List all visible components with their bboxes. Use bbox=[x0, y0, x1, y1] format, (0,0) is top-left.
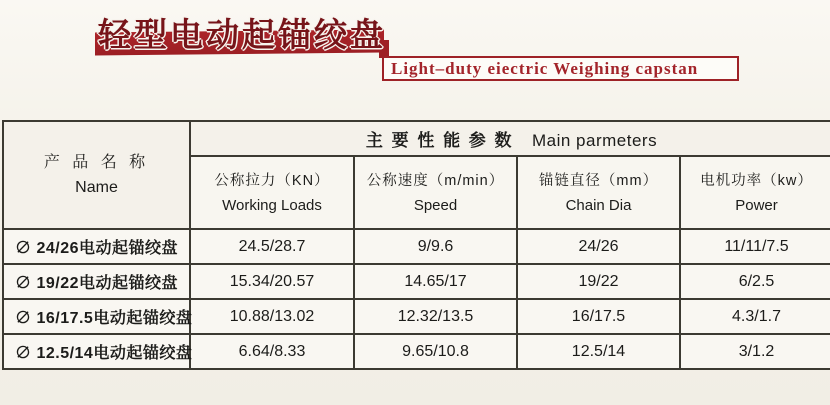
cell-speed: 12.32/13.5 bbox=[354, 299, 517, 334]
cell-speed: 9/9.6 bbox=[354, 229, 517, 264]
cell-speed: 14.65/17 bbox=[354, 264, 517, 299]
main-header-cn: 主 要 性 能 参 数 bbox=[365, 131, 514, 150]
row-name-cell: ∅ 12.5/14电动起锚绞盘 bbox=[3, 334, 190, 369]
col-header-working-loads bbox=[190, 156, 354, 229]
row-name-cell: ∅ 24/26电动起锚绞盘 bbox=[3, 229, 190, 264]
col-header-name-en: Name bbox=[75, 179, 118, 196]
cell-working-loads: 15.34/20.57 bbox=[190, 264, 354, 299]
table-row bbox=[3, 334, 830, 369]
col-header-power bbox=[680, 156, 830, 229]
table-row bbox=[3, 299, 830, 334]
col-header-name bbox=[3, 121, 190, 229]
cell-power: 3/1.2 bbox=[680, 334, 830, 369]
page-title-cn: 轻型电动起锚绞盘 bbox=[98, 16, 386, 53]
cell-power: 4.3/1.7 bbox=[680, 299, 830, 334]
col-header-chain-dia-en: Chain Dia bbox=[565, 196, 632, 214]
cell-working-loads: 10.88/13.02 bbox=[190, 299, 354, 334]
cell-power: 6/2.5 bbox=[680, 264, 830, 299]
page-title-en-box bbox=[382, 56, 739, 81]
col-header-working-loads-cn: 公称拉力（KN） bbox=[214, 172, 330, 189]
table-main-header bbox=[190, 121, 830, 156]
cell-working-loads: 24.5/28.7 bbox=[190, 229, 354, 264]
cell-power: 11/11/7.5 bbox=[680, 229, 830, 264]
table-row bbox=[3, 264, 830, 299]
col-header-chain-dia-cn: 锚链直径（mm） bbox=[538, 172, 659, 189]
page-title-en: Light–duty eiectric Weighing capstan bbox=[391, 58, 699, 78]
cell-chain-dia: 24/26 bbox=[517, 229, 680, 264]
row-name-cell: ∅ 19/22电动起锚绞盘 bbox=[3, 264, 190, 299]
cell-working-loads: 6.64/8.33 bbox=[190, 334, 354, 369]
col-header-speed-en: Speed bbox=[413, 196, 458, 214]
row-name-cell: ∅ 16/17.5电动起锚绞盘 bbox=[3, 299, 190, 334]
cell-speed: 9.65/10.8 bbox=[354, 334, 517, 369]
cell-chain-dia: 16/17.5 bbox=[517, 299, 680, 334]
col-header-speed bbox=[354, 156, 517, 229]
main-header-en: Main parmeters bbox=[531, 131, 658, 150]
cell-chain-dia: 19/22 bbox=[517, 264, 680, 299]
spec-table bbox=[2, 120, 830, 370]
table-main-header-row bbox=[3, 121, 830, 156]
col-header-name-cn: 产 品 名 称 bbox=[43, 154, 150, 171]
col-header-power-en: Power bbox=[735, 196, 778, 214]
col-header-working-loads-en: Working Loads bbox=[222, 196, 322, 214]
col-header-power-cn: 电机功率（kw） bbox=[700, 172, 813, 189]
col-header-chain-dia bbox=[517, 156, 680, 229]
cell-chain-dia: 12.5/14 bbox=[517, 334, 680, 369]
table-row bbox=[3, 229, 830, 264]
col-header-speed-cn: 公称速度（m/min） bbox=[366, 172, 505, 189]
